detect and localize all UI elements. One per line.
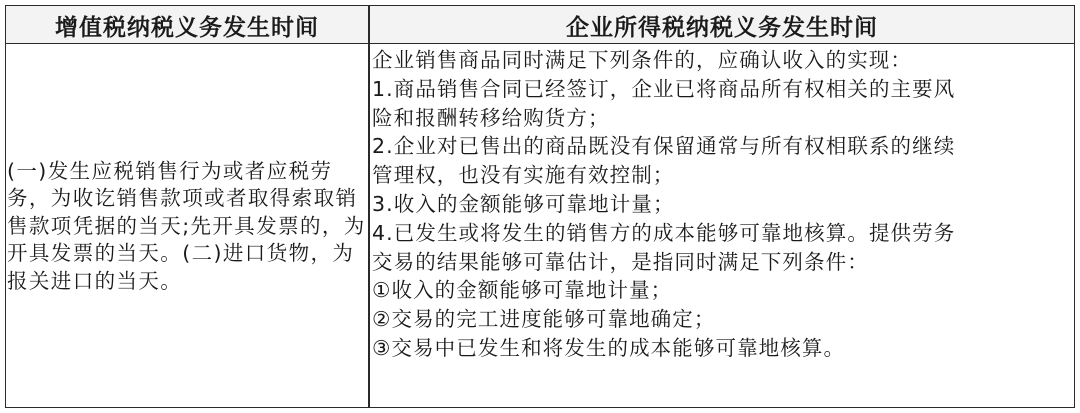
- cit-line: 交易的结果能够可靠估计，是指同时满足下列条件：: [372, 249, 869, 274]
- cit-line: 管理权，也没有实施有效控制；: [372, 163, 675, 188]
- cit-line: ③交易中已发生和将发生的成本能够可靠地核算。: [372, 335, 846, 360]
- comparison-table: [5, 5, 1075, 408]
- vat-timing-cell: [7, 46, 367, 407]
- cit-line: 4.已发生或将发生的销售方的成本能够可靠地核算。提供劳务: [372, 220, 956, 245]
- cit-line: ①收入的金额能够可靠地计量；: [372, 278, 673, 303]
- cit-line: 1.商品销售合同已经签订，企业已将商品所有权相关的主要风: [372, 76, 956, 101]
- header-cit-timing: 企业所得税纳税义务发生时间: [566, 14, 878, 41]
- cit-line: 3.收入的金额能够可靠地计量；: [372, 191, 675, 216]
- cit-timing-cell: [372, 46, 1074, 407]
- column-divider: [368, 6, 370, 407]
- cit-line: ②交易的完工进度能够可靠地确定；: [372, 307, 716, 332]
- cit-line: 2.企业对已售出的商品既没有保留通常与所有权相联系的继续: [372, 134, 956, 159]
- table-header-row: [6, 6, 1074, 44]
- cit-line: 企业销售商品同时满足下列条件的，应确认收入的实现：: [372, 48, 912, 72]
- cit-line: 险和报酬转移给购货方；: [372, 105, 610, 130]
- header-vat-timing: 增值税纳税义务发生时间: [55, 14, 319, 41]
- vat-timing-text: (一)发生应税销售行为或者应税劳务，为收讫销售款项或者取得索取销售款项凭据的当天;先开具发票的，为开具发票的当天。(二)进口货物，为报关进口的当天。: [7, 158, 366, 293]
